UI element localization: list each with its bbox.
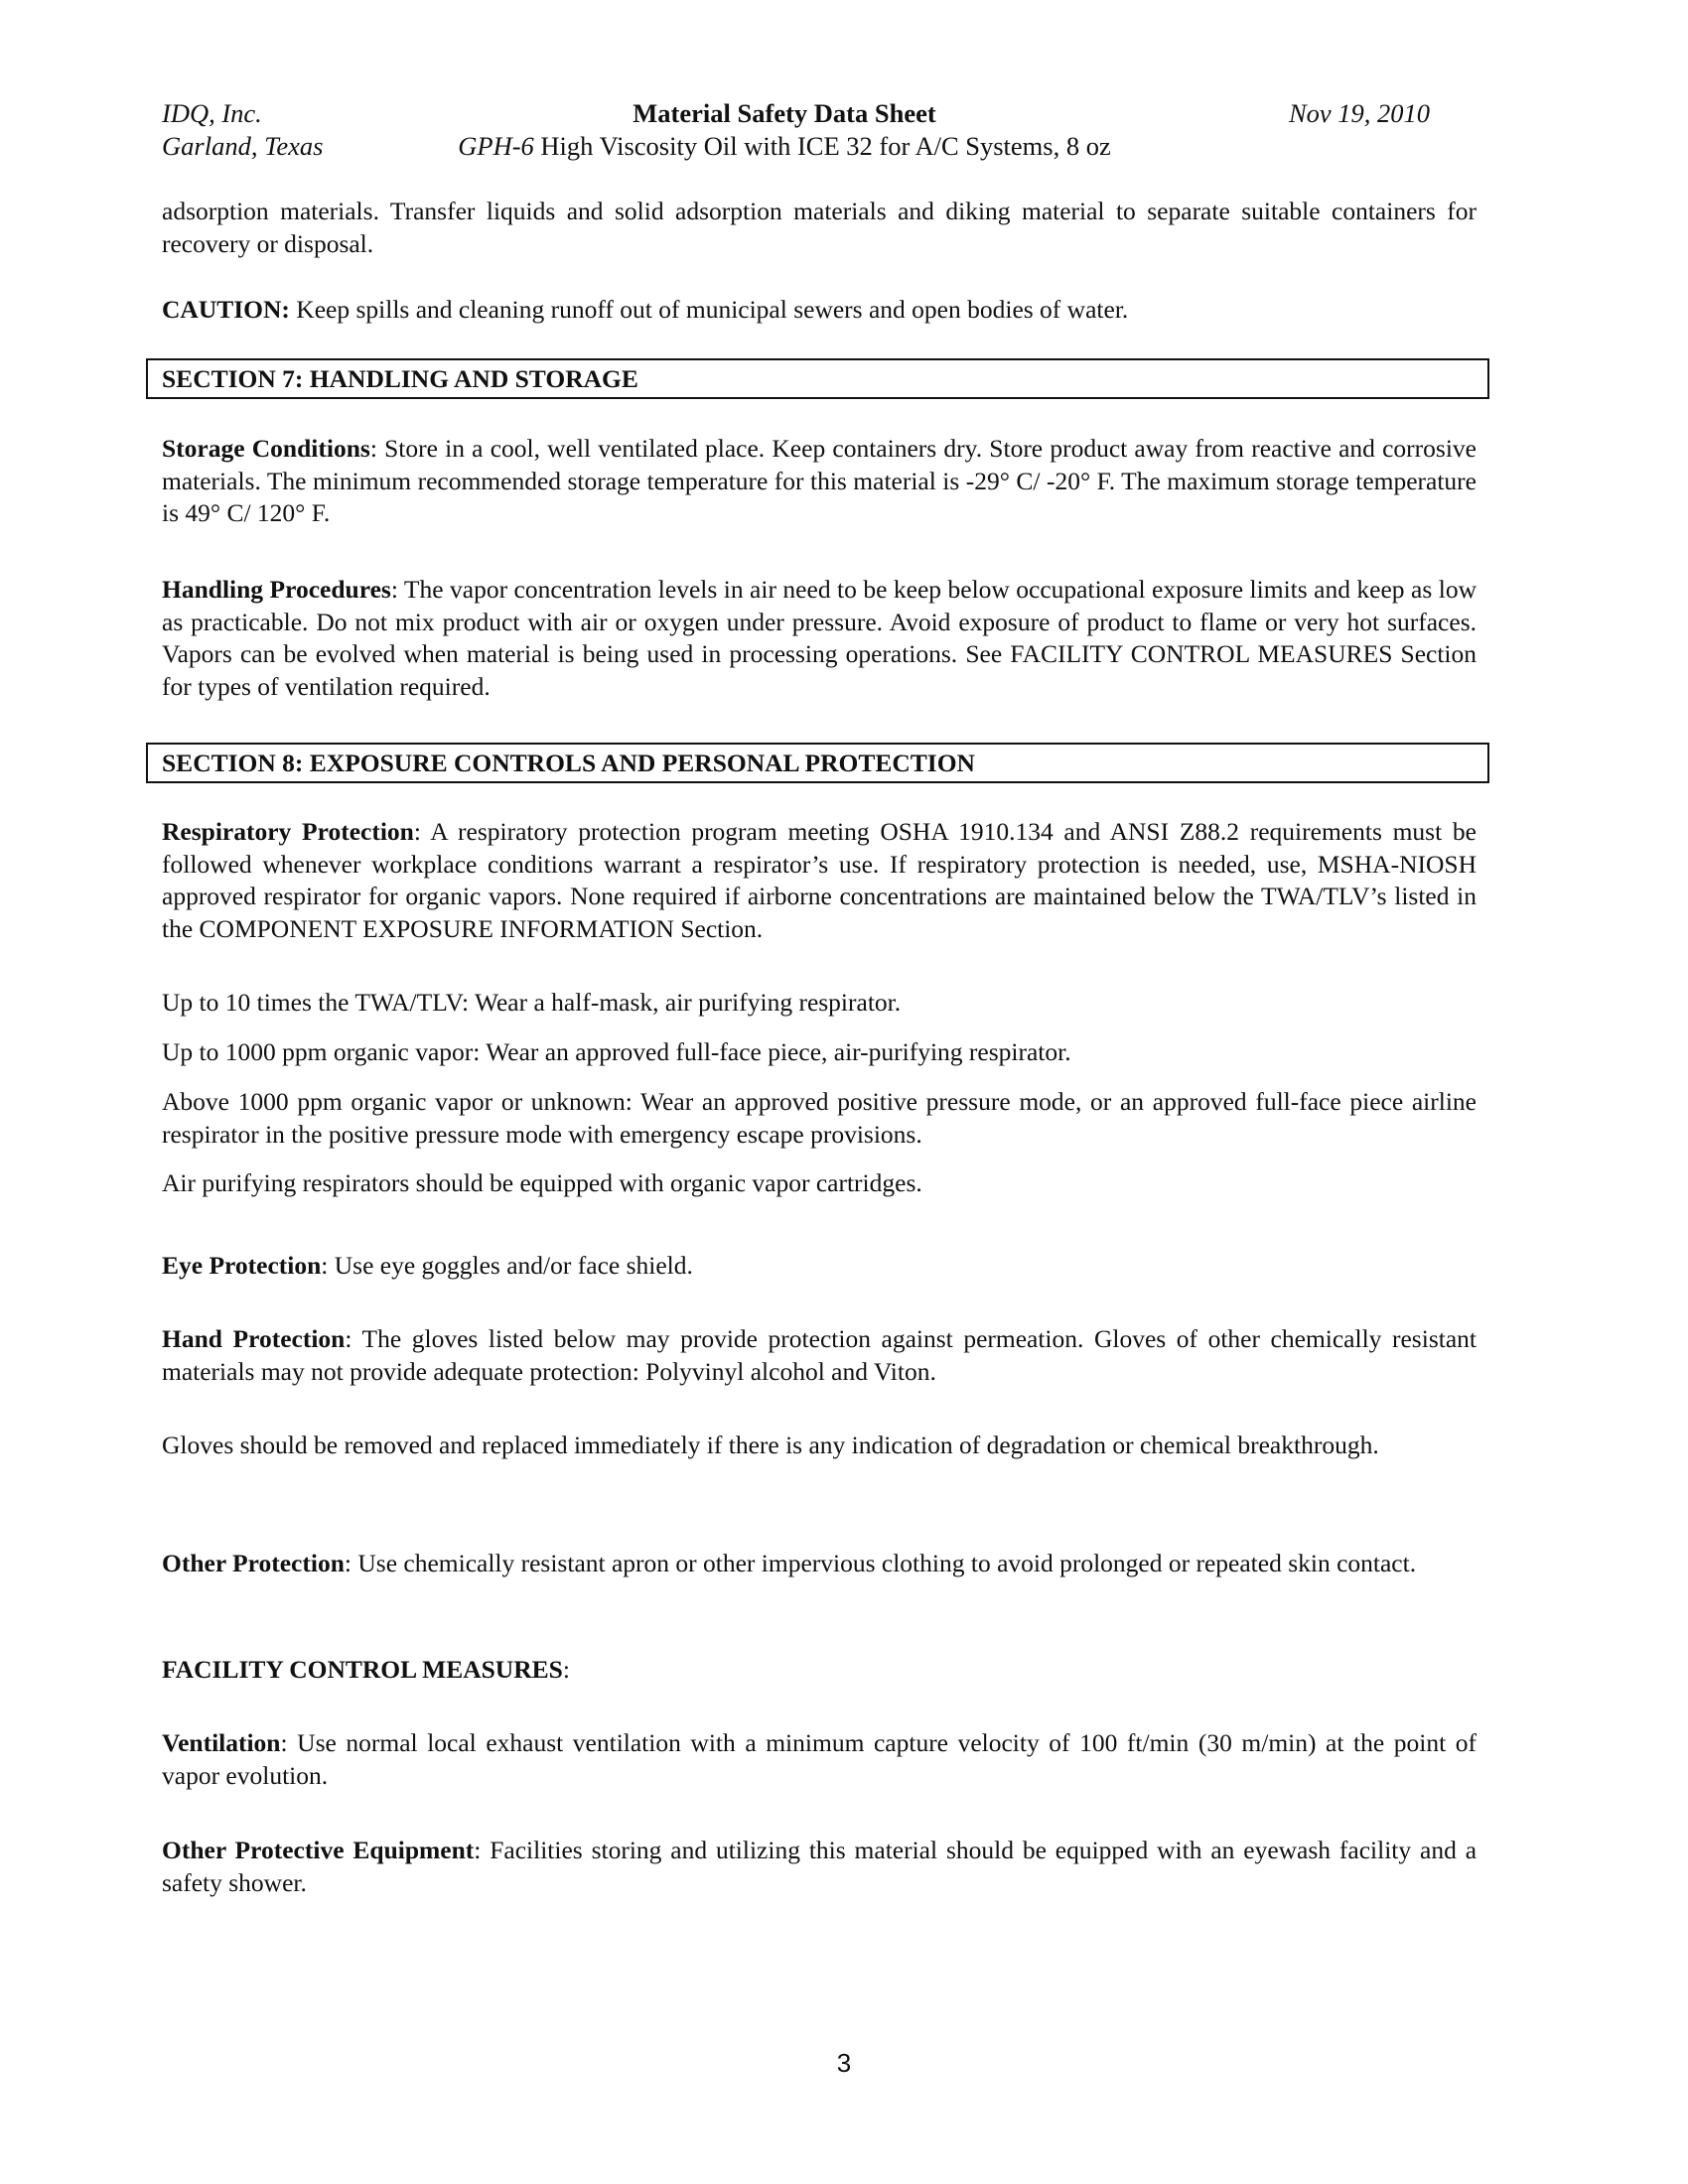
caution-text: Keep spills and cleaning runoff out of municipal sewers and open bodies of water. [289,295,1129,324]
eye-protection-text: : Use eye goggles and/or face shield. [321,1251,693,1280]
header-center [377,97,1192,163]
respirator-item [162,1036,1477,1069]
respirator-item-text: Above 1000 ppm organic vapor or unknown: Wear an approved positive pressure mode, or an approved full-face piece airline respirator in the positive pressure mode with emergency escape provisions. [162,1087,1477,1149]
facility-control-suffix: : [562,1655,570,1684]
gloves-note-paragraph [162,1430,1477,1462]
hand-protection-text: : The gloves listed below may provide protection against permeation. Gloves of other chemically resistant materials may not provide adequate protection: Polyvinyl alcohol and Viton. [162,1324,1477,1386]
respirator-item-text: Up to 10 times the TWA/TLV: Wear a half-mask, air purifying respirator. [162,988,902,1017]
document-title: Material Safety Data Sheet [633,98,936,128]
respirator-item [162,1086,1477,1151]
page-number: 3 [836,2048,852,2078]
storage-conditions-label: Storage Conditions [162,434,370,463]
section-8-heading: SECTION 8: EXPOSURE CONTROLS AND PERSONAL PROTECTION [146,743,1489,783]
product-description: High Viscosity Oil with ICE 32 for A/C Systems, 8 oz [533,131,1111,161]
storage-conditions-paragraph [162,433,1477,530]
respiratory-protection-text: : A respiratory protection program meeting OSHA 1910.134 and ANSI Z88.2 requirements must be followed whenever workplace conditions warrant a respirator’s use. If respiratory protection is needed, use, MSHA-NIOSH approved respirator for organic vapors. None required if airborne concentrations are maintained below the TWA/TLV’s listed in the COMPONENT EXPOSURE INFORMATION Section. [162,817,1477,943]
continued-text: adsorption materials. Transfer liquids and solid adsorption materials and diking material to separate suitable containers for recovery or disposal. [162,197,1477,258]
respirator-item [162,987,1477,1020]
ventilation-label: Ventilation [162,1728,281,1757]
hand-protection-label: Hand Protection [162,1324,346,1353]
gloves-note-text: Gloves should be removed and replaced immediately if there is any indication of degradation or chemical breakthrough. [162,1431,1379,1459]
header-right [1271,97,1430,130]
handling-procedures-label: Handling Procedures [162,575,391,604]
continued-paragraph [162,196,1477,260]
handling-procedures-paragraph [162,574,1477,703]
other-equipment-label: Other Protective Equipment [162,1836,475,1864]
product-code: GPH-6 [458,131,534,161]
other-protection-text: : Use chemically resistant apron or other impervious clothing to avoid prolonged or repeated skin contact. [344,1549,1417,1577]
caution-label: CAUTION: [162,295,290,324]
ventilation-text: : Use normal local exhaust ventilation with a minimum capture velocity of 100 ft/min (30 m/min) at the point of vapor evolution. [162,1728,1477,1790]
respiratory-protection-paragraph [162,816,1477,945]
respirator-item-text: Air purifying respirators should be equipped with organic vapor cartridges. [162,1168,922,1197]
header-left [162,97,323,163]
company-location: Garland, Texas [162,131,324,161]
other-protection-label: Other Protection [162,1549,345,1577]
other-equipment-paragraph [162,1835,1477,1899]
eye-protection-label: Eye Protection [162,1251,322,1280]
company-name: IDQ, Inc. [162,98,262,128]
caution-paragraph [162,294,1477,327]
document-date: Nov 19, 2010 [1288,98,1430,128]
eye-protection-paragraph [162,1250,1477,1283]
other-protection-paragraph [162,1548,1477,1580]
handling-procedures-text: : The vapor concentration levels in air need to be keep below occupational exposure limits and keep as low as practicable. Do not mix product with air or oxygen under pressure. Avoid exposure of product to flame or very hot surfaces. Vapors can be evolved when material is being used in processing operations. See FACILITY CONTROL MEASURES Section for types of ventilation required. [162,575,1477,701]
respirator-item [162,1167,1477,1200]
facility-control-heading [162,1654,1477,1687]
ventilation-paragraph [162,1727,1477,1792]
other-equipment-text: : Facilities storing and utilizing this material should be equipped with an eyewash facility and a safety shower. [162,1836,1477,1897]
storage-conditions-text: : Store in a cool, well ventilated place. Keep containers dry. Store product away from reactive and corrosive materials. The minimum recommended storage temperature for this material is -29° C/ -20° F. The maximum storage temperature is 49° C/ 120° F. [162,434,1477,527]
section-7-heading: SECTION 7: HANDLING AND STORAGE [146,358,1489,399]
product-line [377,130,1192,163]
respirator-item-text: Up to 1000 ppm organic vapor: Wear an approved full-face piece, air-purifying respirator. [162,1037,1071,1066]
facility-control-label: FACILITY CONTROL MEASURES [162,1655,563,1684]
hand-protection-paragraph [162,1323,1477,1388]
respiratory-protection-label: Respiratory Protection [162,817,414,846]
